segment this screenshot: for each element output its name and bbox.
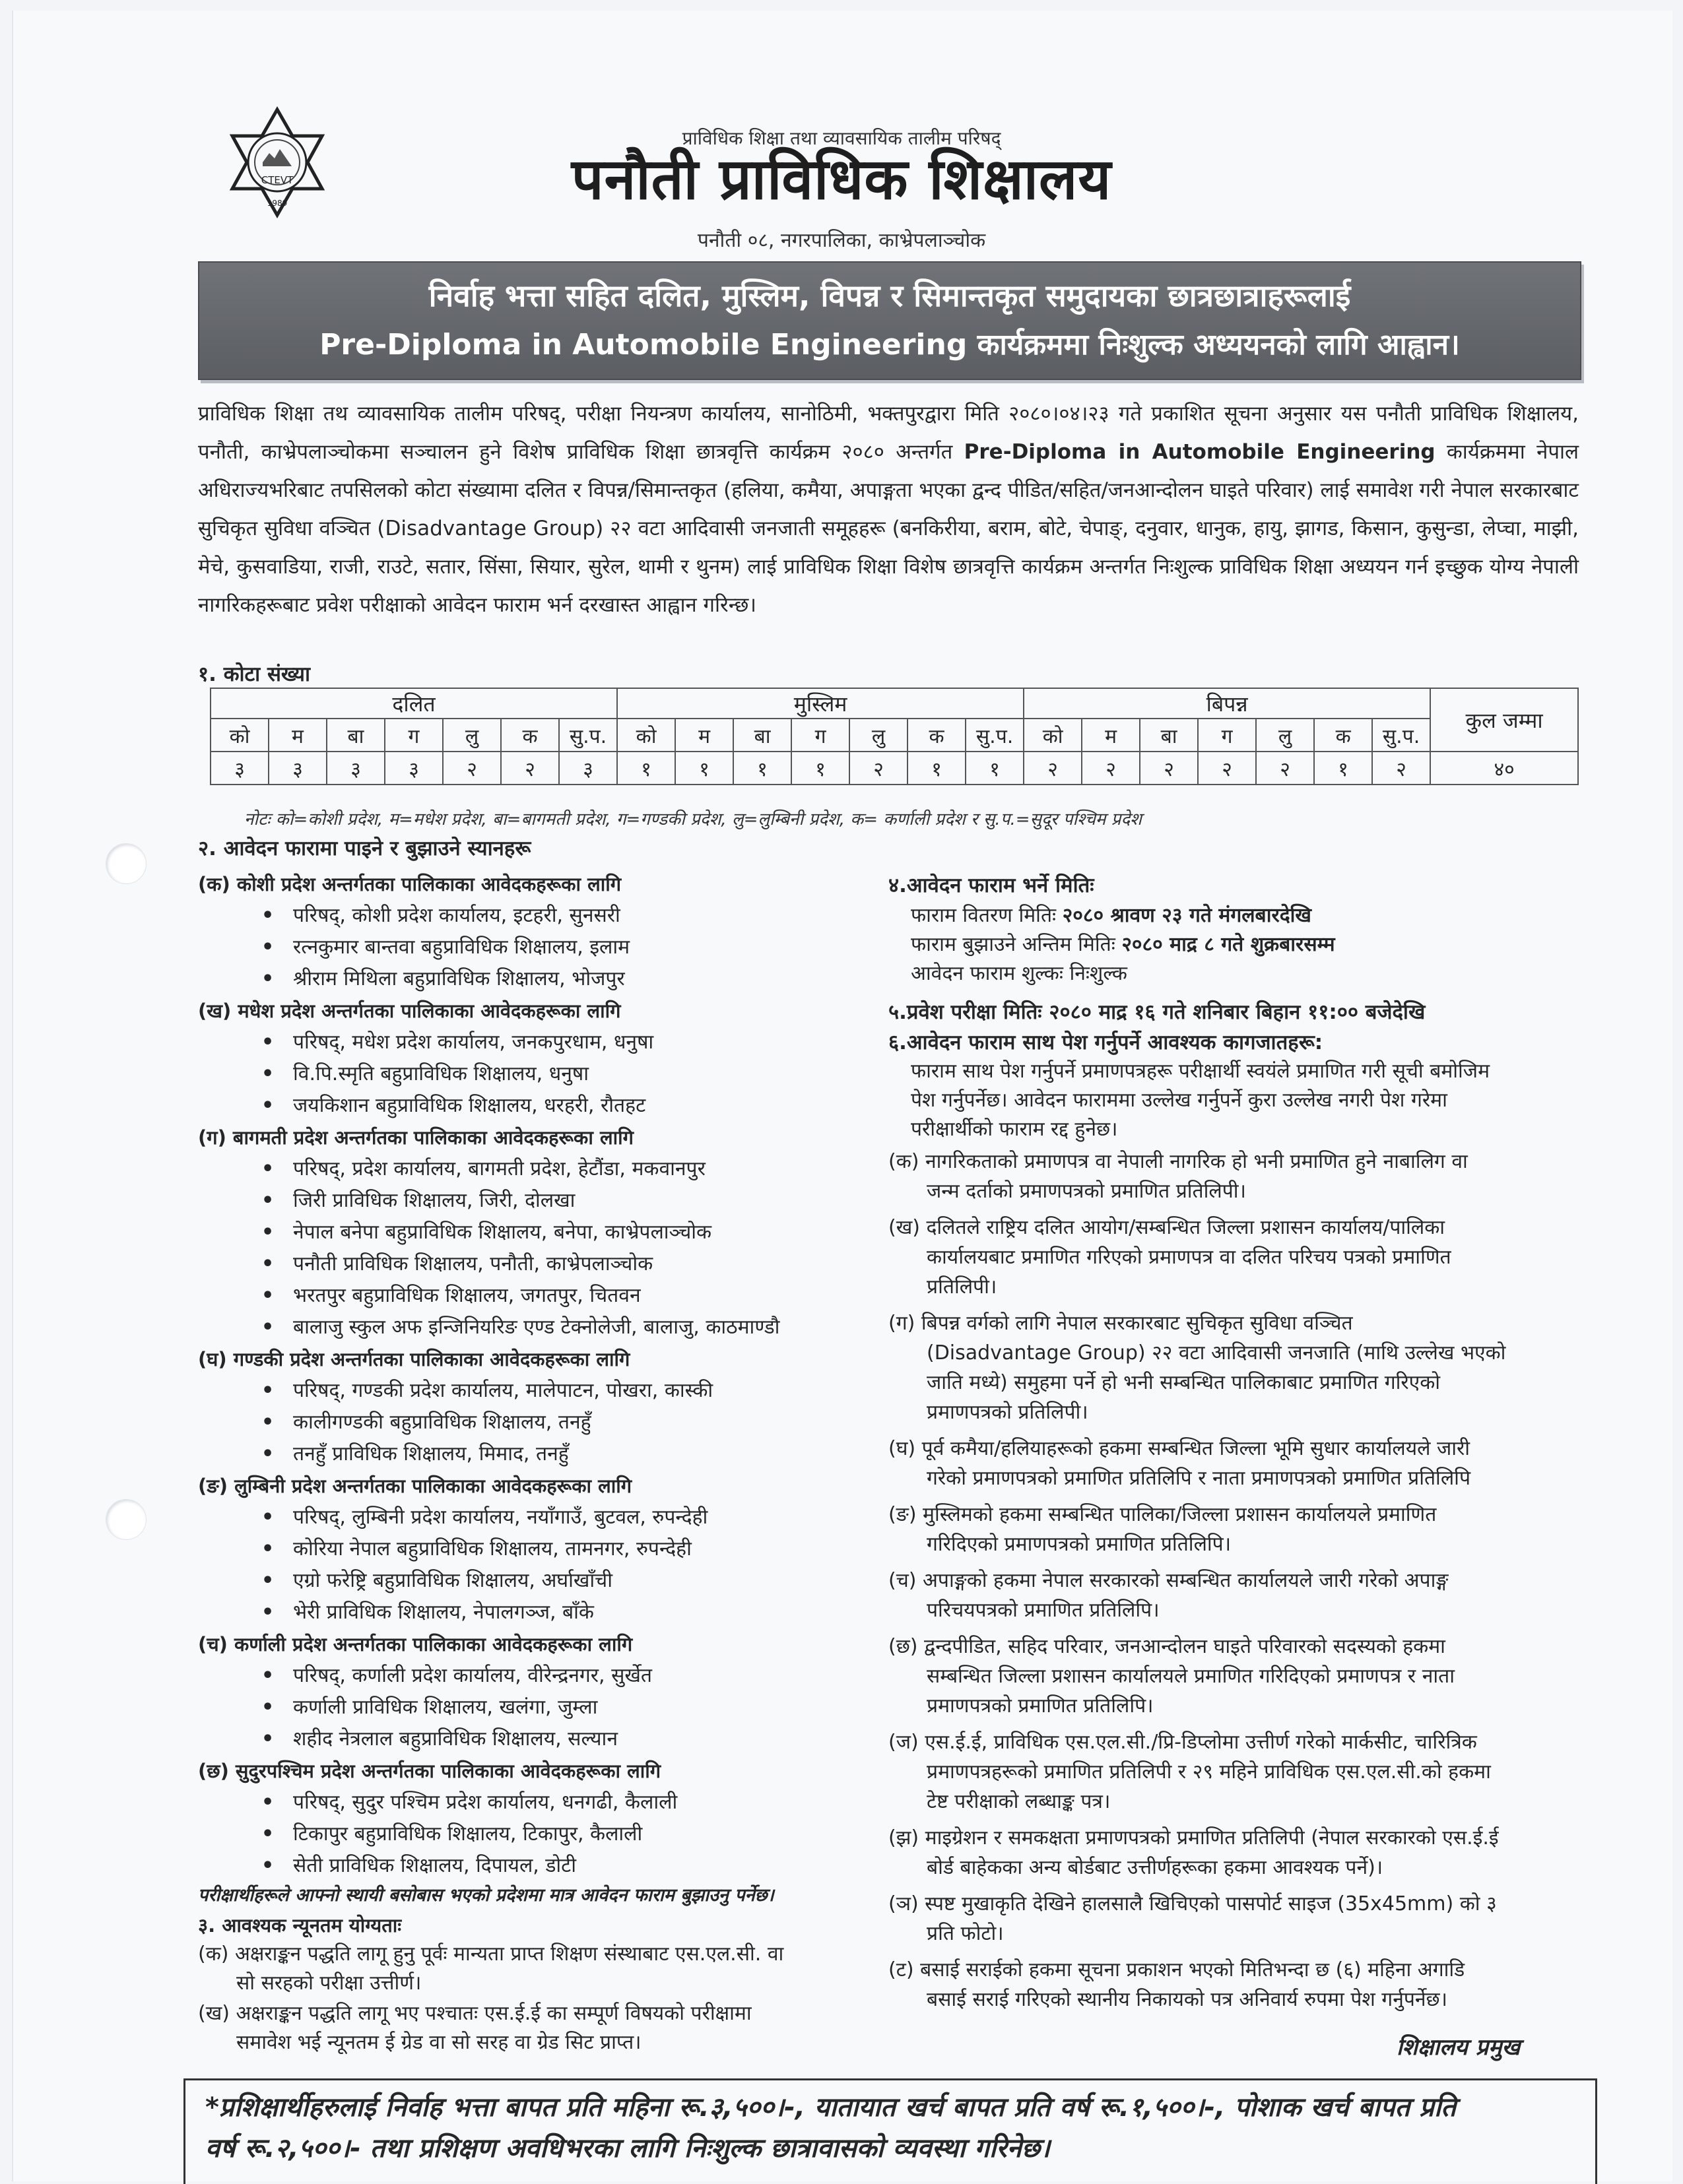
quota-total: ४०: [1430, 752, 1578, 785]
council-name: प्राविधिक शिक्षा तथा व्यावसायिक तालीम परिषद्: [682, 127, 1001, 149]
location-item: • भेरी प्राविधिक शिक्षालय, नेपालगञ्ज, बाँके: [261, 1597, 891, 1628]
quota-cell: २: [1372, 752, 1430, 785]
location-item: • परिषद्, लुम्बिनी प्रदेश कार्यालय, नयाँगाउँ, बुटवल, रुपन्देही: [261, 1502, 891, 1533]
intro-text: प्राविधिक शिक्षा तथ व्यावसायिक तालीम परिषद्, परीक्षा नियन्त्रण कार्यालय, सानोठिमी, भक्तपुरद्वारा मिति २०८०।०४।२३ गते प्रकाशित सूचना अनुसार यस पनौती प्राविधिक शिक्षालय, पनौती, काभ्रेपलाञ्चोकमा सञ्चालन हुने विशेष प्राविधिक शिक्षा छात्रवृत्ति कार्यक्रम २०८० अन्तर्गत: [198, 402, 1579, 464]
location-list: [198, 900, 891, 995]
punch-hole: [106, 1499, 147, 1540]
province-subhead: क: [1314, 719, 1372, 752]
footer-line-1: *प्रशिक्षार्थीहरुलाई निर्वाह भत्ता बापत प्रति महिना रू.३,५००।-, यातायात खर्च बापत प्रति वर्ष रू.१,५००।-, पोशाक खर्च बापत प्रति: [205, 2092, 1457, 2123]
location-item: • कालीगण्डकी बहुप्राविधिक शिक्षालय, तनहुँ: [261, 1407, 891, 1438]
province-subhead: क: [908, 719, 966, 752]
form-submission-date: फाराम बुझाउने अन्तिम मितिः २०८० माद्र ८ गते शुक्रबारसम्म: [911, 933, 1335, 956]
section2-heading: २. आवेदन फारामा पाइने र बुझाउने स्यानहरू: [198, 837, 531, 860]
province-subhead: लु: [443, 719, 501, 752]
document-item: (ट) बसाई सराईको हकमा सूचना प्रकाशन भएको मितिभन्दा छ (६) महिना अगाडि बसाई सराई गरिएको स्थानीय निकायको पत्र अनिवार्य रुपमा पेश गर्नुपर्नेछ।: [888, 1958, 1465, 2011]
program-name: Pre-Diploma in Automobile Engineering: [964, 440, 1436, 464]
location-item: • एग्रो फरेष्ट्रि बहुप्राविधिक शिक्षालय, अर्घाखाँची: [261, 1565, 891, 1597]
province-subhead: सु.प.: [966, 719, 1024, 752]
section6-heading: ६.आवेदन फाराम साथ पेश गर्नुपर्ने आवश्यक कागजातहरू:: [888, 1031, 1323, 1054]
location-item: • वि.पि.स्मृति बहुप्राविधिक शिक्षालय, धनुषा: [261, 1058, 891, 1090]
location-item: • तनहुँ प्राविधिक शिक्षालय, मिमाद, तनहुँ: [261, 1438, 891, 1470]
province-subhead: ग: [385, 719, 443, 752]
location-item: • भरतपुर बहुप्राविधिक शिक्षालय, जगतपुर, चितवन: [261, 1280, 891, 1312]
province-subhead: ग: [1198, 719, 1256, 752]
location-item: • जयकिशान बहुप्राविधिक शिक्षालय, धरहरी, रौतहट: [261, 1090, 891, 1122]
province-subhead: म: [269, 719, 327, 752]
document-item: (क) नागरिकताको प्रमाणपत्र वा नेपाली नागरिक हो भनी प्रमाणित हुने नाबालिग वा जन्म दर्ताको प्रमाणपत्रको प्रमाणित प्रतिलिपी।: [888, 1150, 1468, 1203]
document-item: (ग) बिपन्न वर्गको लागि नेपाल सरकारबाट सुचिकृत सुविधा वञ्चित (Disadvantage Group) २२ वटा आदिवासी जनजाति (माथि उल्लेख भएको जाति मध्ये) समुहमा पर्ने हो भनी सम्बन्धित पालिकाबाट प्रमाणित गरिएको प्रमाणपत्रको प्रतिलिपी।: [888, 1312, 1506, 1424]
qualification-b: (ख) अक्षराङ्कन पद्धति लागू भए पश्चातः एस.ई.ई का सम्पूर्ण विषयको परीक्षामा समावेश भई न्यूनतम ई ग्रेड वा सो सरह वा ग्रेड सिट प्राप्त।: [198, 2002, 752, 2054]
form-distribution-date: फाराम वितरण मितिः २०८० श्रावण २३ गते मंगलबारदेखि: [911, 904, 1311, 927]
document-item: (घ) पूर्व कमैया/हलियाहरूको हकमा सम्बन्धित जिल्ला भूमि सुधार कार्यालयले जारी गरेको प्रमाणपत्रको प्रमाणित प्रतिलिपि र नाता प्रमाणपत्रको प्रमाणित प्रतिलिपि: [888, 1437, 1470, 1490]
school-name: पनौती प्राविधिक शिक्षालय: [571, 146, 1112, 212]
province-subhead: लु: [849, 719, 908, 752]
location-item: • परिषद्, गण्डकी प्रदेश कार्यालय, मालेपाटन, पोखरा, कास्की: [261, 1375, 891, 1407]
document-item: (छ) द्वन्दपीडित, सहिद परिवार, जनआन्दोलन घाइते परिवारको सदस्यको हकमा सम्बन्धित जिल्ला प्रशासन कार्यालयले प्रमाणित गरिदिएको प्रमाणपत्र र नाता प्रमाणपत्रको प्रमाणित प्रतिलिपि।: [888, 1635, 1455, 1718]
quota-cell: २: [849, 752, 908, 785]
province-subhead: को: [617, 719, 675, 752]
quota-cell: १: [791, 752, 849, 785]
location-item: • रत्नकुमार बान्तवा बहुप्राविधिक शिक्षालय, इलाम: [261, 932, 891, 963]
quota-cell: २: [1140, 752, 1198, 785]
required-documents: [888, 1147, 1581, 2021]
svg-text:1989: 1989: [267, 199, 288, 208]
intro-paragraph: [198, 395, 1579, 624]
banner-line-1: निर्वाह भत्ता सहित दलित, मुस्लिम, विपन्न र सिमान्तकृत समुदायका छात्रछात्राहरूलाई: [428, 278, 1351, 313]
location-list: [198, 1787, 891, 1882]
location-list: [198, 1502, 891, 1628]
document-item: (ङ) मुस्लिमको हकमा सम्बन्धित पालिका/जिल्ला प्रशासन कार्यालयले प्रमाणित गरिदिएको प्रमाणपत्रको प्रमाणित प्रतिलिपि।: [888, 1503, 1437, 1556]
province-subheads: [211, 719, 1578, 752]
punch-hole: [106, 843, 147, 884]
section3-heading: ३. आवश्यक न्यूनतम योग्यताः: [198, 1914, 402, 1937]
location-item: • सेती प्राविधिक शिक्षालय, दिपायल, डोटी: [261, 1850, 891, 1882]
province-subhead: बा: [1140, 719, 1198, 752]
location-list: [198, 1375, 891, 1470]
location-list: [198, 1153, 891, 1343]
document-item: (झ) माइग्रेशन र समकक्षता प्रमाणपत्रको प्रमाणित प्रतिलिपी (नेपाल सरकारको एस.ई.ई बोर्ड बाहेकका अन्य बोर्डबाट उत्तीर्णहरूका हकमा आवश्यक पर्ने)।: [888, 1826, 1499, 1879]
location-item: • बालाजु स्कुल अफ इन्जिनियरिङ एण्ड टेक्नोलेजी, बालाजु, काठमाण्डौ: [261, 1312, 891, 1343]
quota-cell: २: [1024, 752, 1082, 785]
group-muslim: मुस्लिम: [617, 688, 1024, 719]
location-item: • कोरिया नेपाल बहुप्राविधिक शिक्षालय, तामनगर, रुपन्देही: [261, 1533, 891, 1565]
location-item: • परिषद्, प्रदेश कार्यालय, बागमती प्रदेश, हेटौंडा, मकवानपुर: [261, 1153, 891, 1185]
province-subhead: को: [1024, 719, 1082, 752]
quota-cell: १: [908, 752, 966, 785]
province-subhead: बा: [327, 719, 385, 752]
quota-cell: १: [966, 752, 1024, 785]
quota-cell: ३: [211, 752, 269, 785]
form-fee: आवेदन फाराम शुल्कः निःशुल्क: [911, 962, 1127, 985]
group-bipanna: बिपन्न: [1024, 688, 1430, 719]
location-item: • पनौती प्राविधिक शिक्षालय, पनौती, काभ्रेपलाञ्चोक: [261, 1248, 891, 1280]
location-item: • श्रीराम मिथिला बहुप्राविधिक शिक्षालय, भोजपुर: [261, 963, 891, 995]
quota-cell: १: [1314, 752, 1372, 785]
location-item: • टिकापुर बहुप्राविधिक शिक्षालय, टिकापुर, कैलाली: [261, 1818, 891, 1850]
province-subhead: म: [675, 719, 733, 752]
province-group-title: (ग) बागमती प्रदेश अन्तर्गतका पालिकाका आवेदकहरूका लागि: [198, 1126, 634, 1149]
province-note: परीक्षार्थीहरूले आफ्नो स्थायी बसोबास भएको प्रदेशमा मात्र आवेदन फाराम बुझाउनु पर्नेछ।: [198, 1885, 774, 1906]
province-group-title: (ङ) लुम्बिनी प्रदेश अन्तर्गतका पालिकाका आवेदकहरूका लागि: [198, 1475, 632, 1497]
document-item: (च) अपाङ्गको हकमा नेपाल सरकारको सम्बन्धित कार्यालयले जारी गरेको अपाङ्ग परिचयपत्रको प्रमाणित प्रतिलिपि।: [888, 1569, 1449, 1622]
location-item: • परिषद्, कोशी प्रदेश कार्यालय, इटहरी, सुनसरी: [261, 900, 891, 932]
quota-heading: १. कोटा संख्या: [198, 662, 311, 686]
location-item: • शहीद नेत्रलाल बहुप्राविधिक शिक्षालय, सल्यान: [261, 1723, 891, 1755]
exam-date: ५.प्रवेश परीक्षा मितिः २०८० माद्र १६ गते शनिबार बिहान ११:०० बजेदेखि: [888, 1000, 1426, 1024]
footer-line-2: वर्ष रू.२,५००।- तथा प्रशिक्षण अवधिभरका लागि निःशुल्क छात्रावासको व्यवस्था गरिनेछ।: [205, 2133, 1051, 2164]
quota-table: [210, 688, 1579, 785]
location-item: • जिरी प्राविधिक शिक्षालय, जिरी, दोलखा: [261, 1185, 891, 1217]
document-item: (ख) दलितले राष्ट्रिय दलित आयोग/सम्बन्धित जिल्ला प्रशासन कार्यालय/पालिका कार्यालयबाट प्रमाणित गरिएको प्रमाणपत्र वा दलित परिचय पत्रको प्रमाणित प्रतिलिपी।: [888, 1216, 1451, 1299]
quota-note: नोटः को=कोशी प्रदेश, म=मधेश प्रदेश, बा=बागमती प्रदेश, ग=गण्डकी प्रदेश, लु=लुम्बिनी प्रदेश, क= कर्णाली प्रदेश र सु.प.=सुदूर पश्चिम प्रदेश: [244, 810, 1142, 829]
document-item: (ज) एस.ई.ई, प्राविधिक एस.एल.सी./प्रि-डिप्लोमा उत्तीर्ण गरेको मार्कसीट, चारित्रिक प्रमाणपत्रहरूको प्रमाणित प्रतिलिपी र २९ महिने प्राविधिक एस.एल.सी.को हकमा टेष्ट परीक्षाको लब्धाङ्क पत्र।: [888, 1731, 1491, 1813]
province-group-title: (क) कोशी प्रदेश अन्तर्गतका पालिकाका आवेदकहरूका लागि: [198, 873, 622, 895]
location-item: • परिषद्, सुदुर पश्चिम प्रदेश कार्यालय, धनगढी, कैलाली: [261, 1787, 891, 1818]
province-subhead: सु.प.: [559, 719, 617, 752]
group-dalit: दलित: [211, 688, 617, 719]
section4-heading: ४.आवेदन फाराम भर्ने मितिः: [888, 874, 1094, 897]
quota-cell: २: [1198, 752, 1256, 785]
quota-cell: ३: [385, 752, 443, 785]
province-subhead: को: [211, 719, 269, 752]
title-banner: [198, 261, 1581, 380]
application-locations: [198, 868, 891, 1882]
signature: शिक्षालय प्रमुख: [1397, 2034, 1521, 2061]
province-group-title: (ख) मधेश प्रदेश अन्तर्गतका पालिकाका आवेदकहरूका लागि: [198, 1000, 621, 1022]
quota-cell: २: [1082, 752, 1140, 785]
location-list: [198, 1027, 891, 1122]
location-item: • नेपाल बनेपा बहुप्राविधिक शिक्षालय, बनेपा, काभ्रेपलाञ्चोक: [261, 1217, 891, 1248]
school-address: पनौती ०८, नगरपालिका, काभ्रेपलाञ्चोक: [697, 229, 986, 252]
province-subhead: बा: [733, 719, 791, 752]
province-group-title: (घ) गण्डकी प्रदेश अन्तर्गतका पालिकाका आवेदकहरूका लागि: [198, 1348, 630, 1370]
quota-cell: ३: [327, 752, 385, 785]
document-item: (ञ) स्पष्ट मुखाकृति देखिने हालसालै खिचिएको पासपोर्ट साइज (35x45mm) को ३ प्रति फोटो।: [888, 1892, 1497, 1945]
intro-text: कार्यक्रममा नेपाल अधिराज्यभरिबाट तपसिलको कोटा संख्यामा दलित र विपन्न/सिमान्तकृत (हलिया, कमैया, अपाङ्गता भएका द्वन्द पीडित/सहित/जनआन्दोलन घाइते परिवार) लाई समावेश गरी नेपाल सरकारबाट सुचिकृत सुविधा वञ्चित (Disadvantage Group) २२ वटा आदिवासी जनजाती समूहहरू (बनकिरीया, बराम, बोटे, चेपाङ्, दनुवार, धानुक, हायु, झागड, किसान, कुसुन्डा, लेप्चा, माझी, मेचे, कुसवाडिया, राजी, राउटे, सतार, सिंसा, सियार, सुरेल, थामी र थुनम) लाई प्राविधिक शिक्षा विशेष छात्रवृत्ति कार्यक्रम अन्तर्गत निःशुल्क प्राविधिक शिक्षा अध्ययन गर्न इच्छुक योग्य नेपाली नागरिकहरूबाट प्रवेश परीक्षाको आवेदन फाराम भर्न दरखास्त आह्वान गरिन्छ।: [198, 440, 1579, 617]
quota-cell: २: [501, 752, 559, 785]
quota-cell: १: [617, 752, 675, 785]
qualification-a: (क) अक्षराङ्कन पद्धति लागू हुनु पूर्वः मान्यता प्राप्त शिक्षण संस्थाबाट एस.एल.सी. वा सो सरहको परीक्षा उत्तीर्ण।: [198, 1943, 784, 1995]
documents-intro: फाराम साथ पेश गर्नुपर्ने प्रमाणपत्रहरू परीक्षार्थी स्वयंले प्रमाणित गरी सूची बमोजिम पेश गर्नुपर्नेछ। आवेदन फाराममा उल्लेख गर्नुपर्ने कुरा उल्लेख नगरी पेश गरेमा परीक्षार्थीको फाराम रद्द हुनेछ।: [911, 1060, 1490, 1141]
province-group-title: (छ) सुदुरपश्चिम प्रदेश अन्तर्गतका पालिकाका आवेदकहरूका लागि: [198, 1760, 661, 1782]
quota-cell: २: [443, 752, 501, 785]
quota-cell: ३: [559, 752, 617, 785]
province-group-title: (च) कर्णाली प्रदेश अन्तर्गतका पालिकाका आवेदकहरूका लागि: [198, 1633, 633, 1655]
province-subhead: म: [1082, 719, 1140, 752]
province-subhead: लु: [1256, 719, 1314, 752]
total-header: कुल जम्मा: [1430, 688, 1578, 752]
location-list: [198, 1660, 891, 1755]
location-item: • कर्णाली प्राविधिक शिक्षालय, खलंगा, जुम्ला: [261, 1692, 891, 1723]
location-item: • परिषद्, कर्णाली प्रदेश कार्यालय, वीरेन्द्रनगर, सुर्खेत: [261, 1660, 891, 1692]
quota-cell: १: [733, 752, 791, 785]
quota-cell: २: [1256, 752, 1314, 785]
location-item: • परिषद्, मधेश प्रदेश कार्यालय, जनकपुरधाम, धनुषा: [261, 1027, 891, 1058]
footer-box: [183, 2078, 1597, 2184]
province-subhead: क: [501, 719, 559, 752]
province-subhead: सु.प.: [1372, 719, 1430, 752]
quota-cell: ३: [269, 752, 327, 785]
banner-line-2: Pre-Diploma in Automobile Engineering कार्यक्रममा निःशुल्क अध्ययनको लागि आह्वान।: [319, 328, 1460, 362]
quota-cell: १: [675, 752, 733, 785]
quota-values: [211, 752, 1578, 785]
province-subhead: ग: [791, 719, 849, 752]
svg-text:CTEVT: CTEVT: [261, 174, 294, 186]
